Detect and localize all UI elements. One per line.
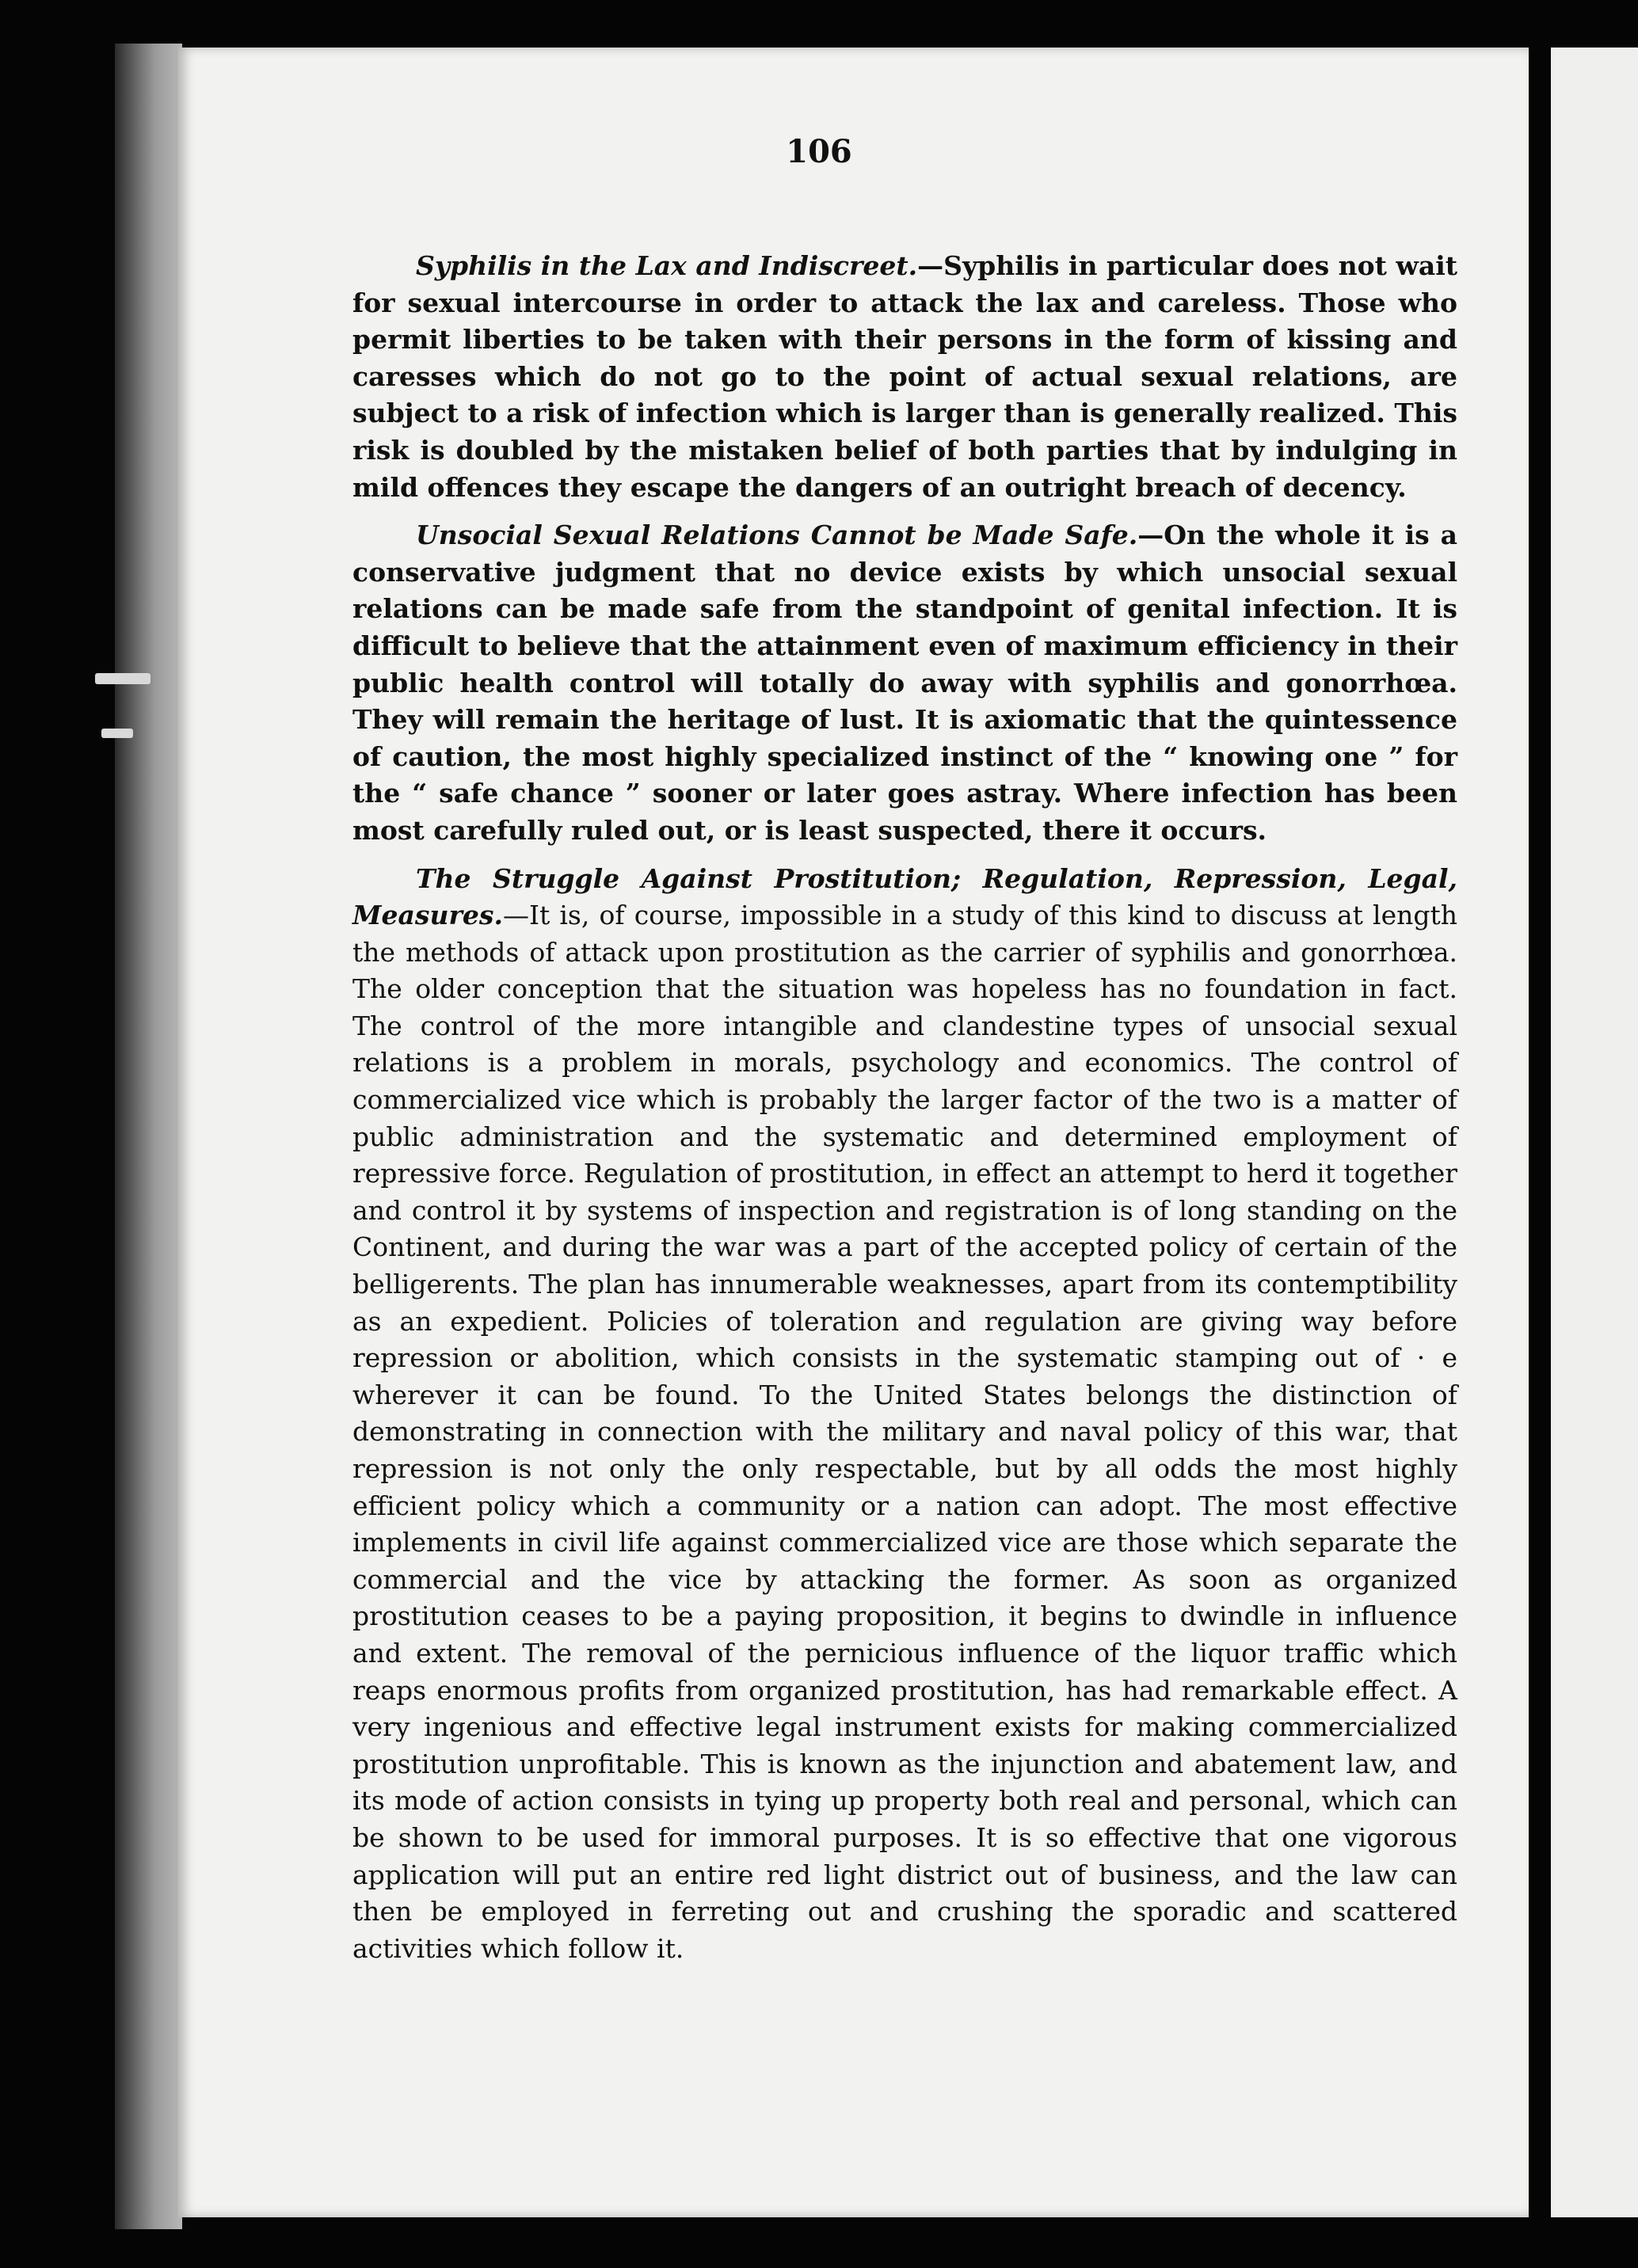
paragraph [352, 248, 1457, 506]
page-text [352, 248, 1457, 1967]
margin-speck [101, 729, 133, 738]
paragraph-heading: Syphilis in the Lax and Indiscreet. [416, 250, 918, 281]
facing-page-edge [1551, 48, 1638, 2217]
paragraph-heading: The Struggle Against Prostitution; Regulation, Repression, Legal, Measures. [352, 862, 1457, 931]
paragraph-body: —It is, of course, impossible in a study of this kind to discuss at length the methods of attack upon prostitution as the carrier of syphilis and gonorrhœa. The older conception that the situation was hopeless has no foundation in fact. The control of the more intangible and clandestine types of unsocial sexual relations is a problem in morals, psychology and economics. The control of commercialized vice which is probably the larger factor of the two is a matter of public administration and the systematic and determined employment of repressive force. Regulation of prostitution, in effect an attempt to herd it together and control it by systems of inspection and registration is of long standing on the Continent, and during the war was a part of the accepted policy of certain of the belligerents. The plan has innumerable weaknesses, apart from its contemptibility as an expedient. Policies of toleration and regulation are giving way before repression or abolition, which consists in the systematic stamping out of · e wherever it can be found. To the United States belongs the distinction of demonstrating in connection with the military and naval policy of this war, that repression is not only the only respectable, but by all odds the most highly efficient policy which a community or a nation can adopt. The most effective implements in civil life against commercialized vice are those which separate the commercial and the vice by attacking the former. As soon as organized prostitution ceases to be a paying proposition, it begins to dwindle in influence and extent. The removal of the pernicious influence of the liquor traffic which reaps enormous profits from organized prostitution, has had remarkable effect. A very ingenious and effective legal instrument exists for making commercialized prostitution unprofitable. This is known as the injunction and abatement law, and its mode of action consists in tying up property both real and personal, which can be shown to be used for immoral purposes. It is so effective that one vigorous application will put an entire red light district out of business, and the law can then be employed in ferreting out and crushing the sporadic and scattered activities which follow it. [352, 900, 1457, 1964]
paragraph [352, 861, 1457, 1968]
paragraph-body: —On the whole it is a conservative judgment that no device exists by which unsocial sexual relations can be made safe from the standpoint of genital infection. It is difficult to believe that the attainment even of maximum efficiency in their public health control will totally do away with syphilis and gonorrhœa. They will remain the heritage of lust. It is axiomatic that the quintessence of caution, the most highly specialized instinct of the “ knowing one ” for the “ safe chance ” sooner or later goes astray. Where infection has been most carefully ruled out, or is least suspected, there it occurs. [352, 519, 1457, 846]
page-number: 106 [786, 133, 852, 170]
paragraph-heading: Unsocial Sexual Relations Cannot be Made Safe. [416, 519, 1138, 551]
margin-speck [95, 673, 150, 684]
paragraph-body: —Syphilis in particular does not wait for sexual intercourse in order to attack the lax and careless. Those who permit liberties to be taken with their persons in the form of kissing and caresses which do not go to the point of actual sexual relations, are subject to a risk of infection which is larger than is generally realized. This risk is doubled by the mistaken belief of both parties that by indulging in mild offences they escape the dangers of an outright breach of decency. [352, 250, 1457, 503]
book-gutter [115, 44, 182, 2229]
paragraph [352, 517, 1457, 849]
